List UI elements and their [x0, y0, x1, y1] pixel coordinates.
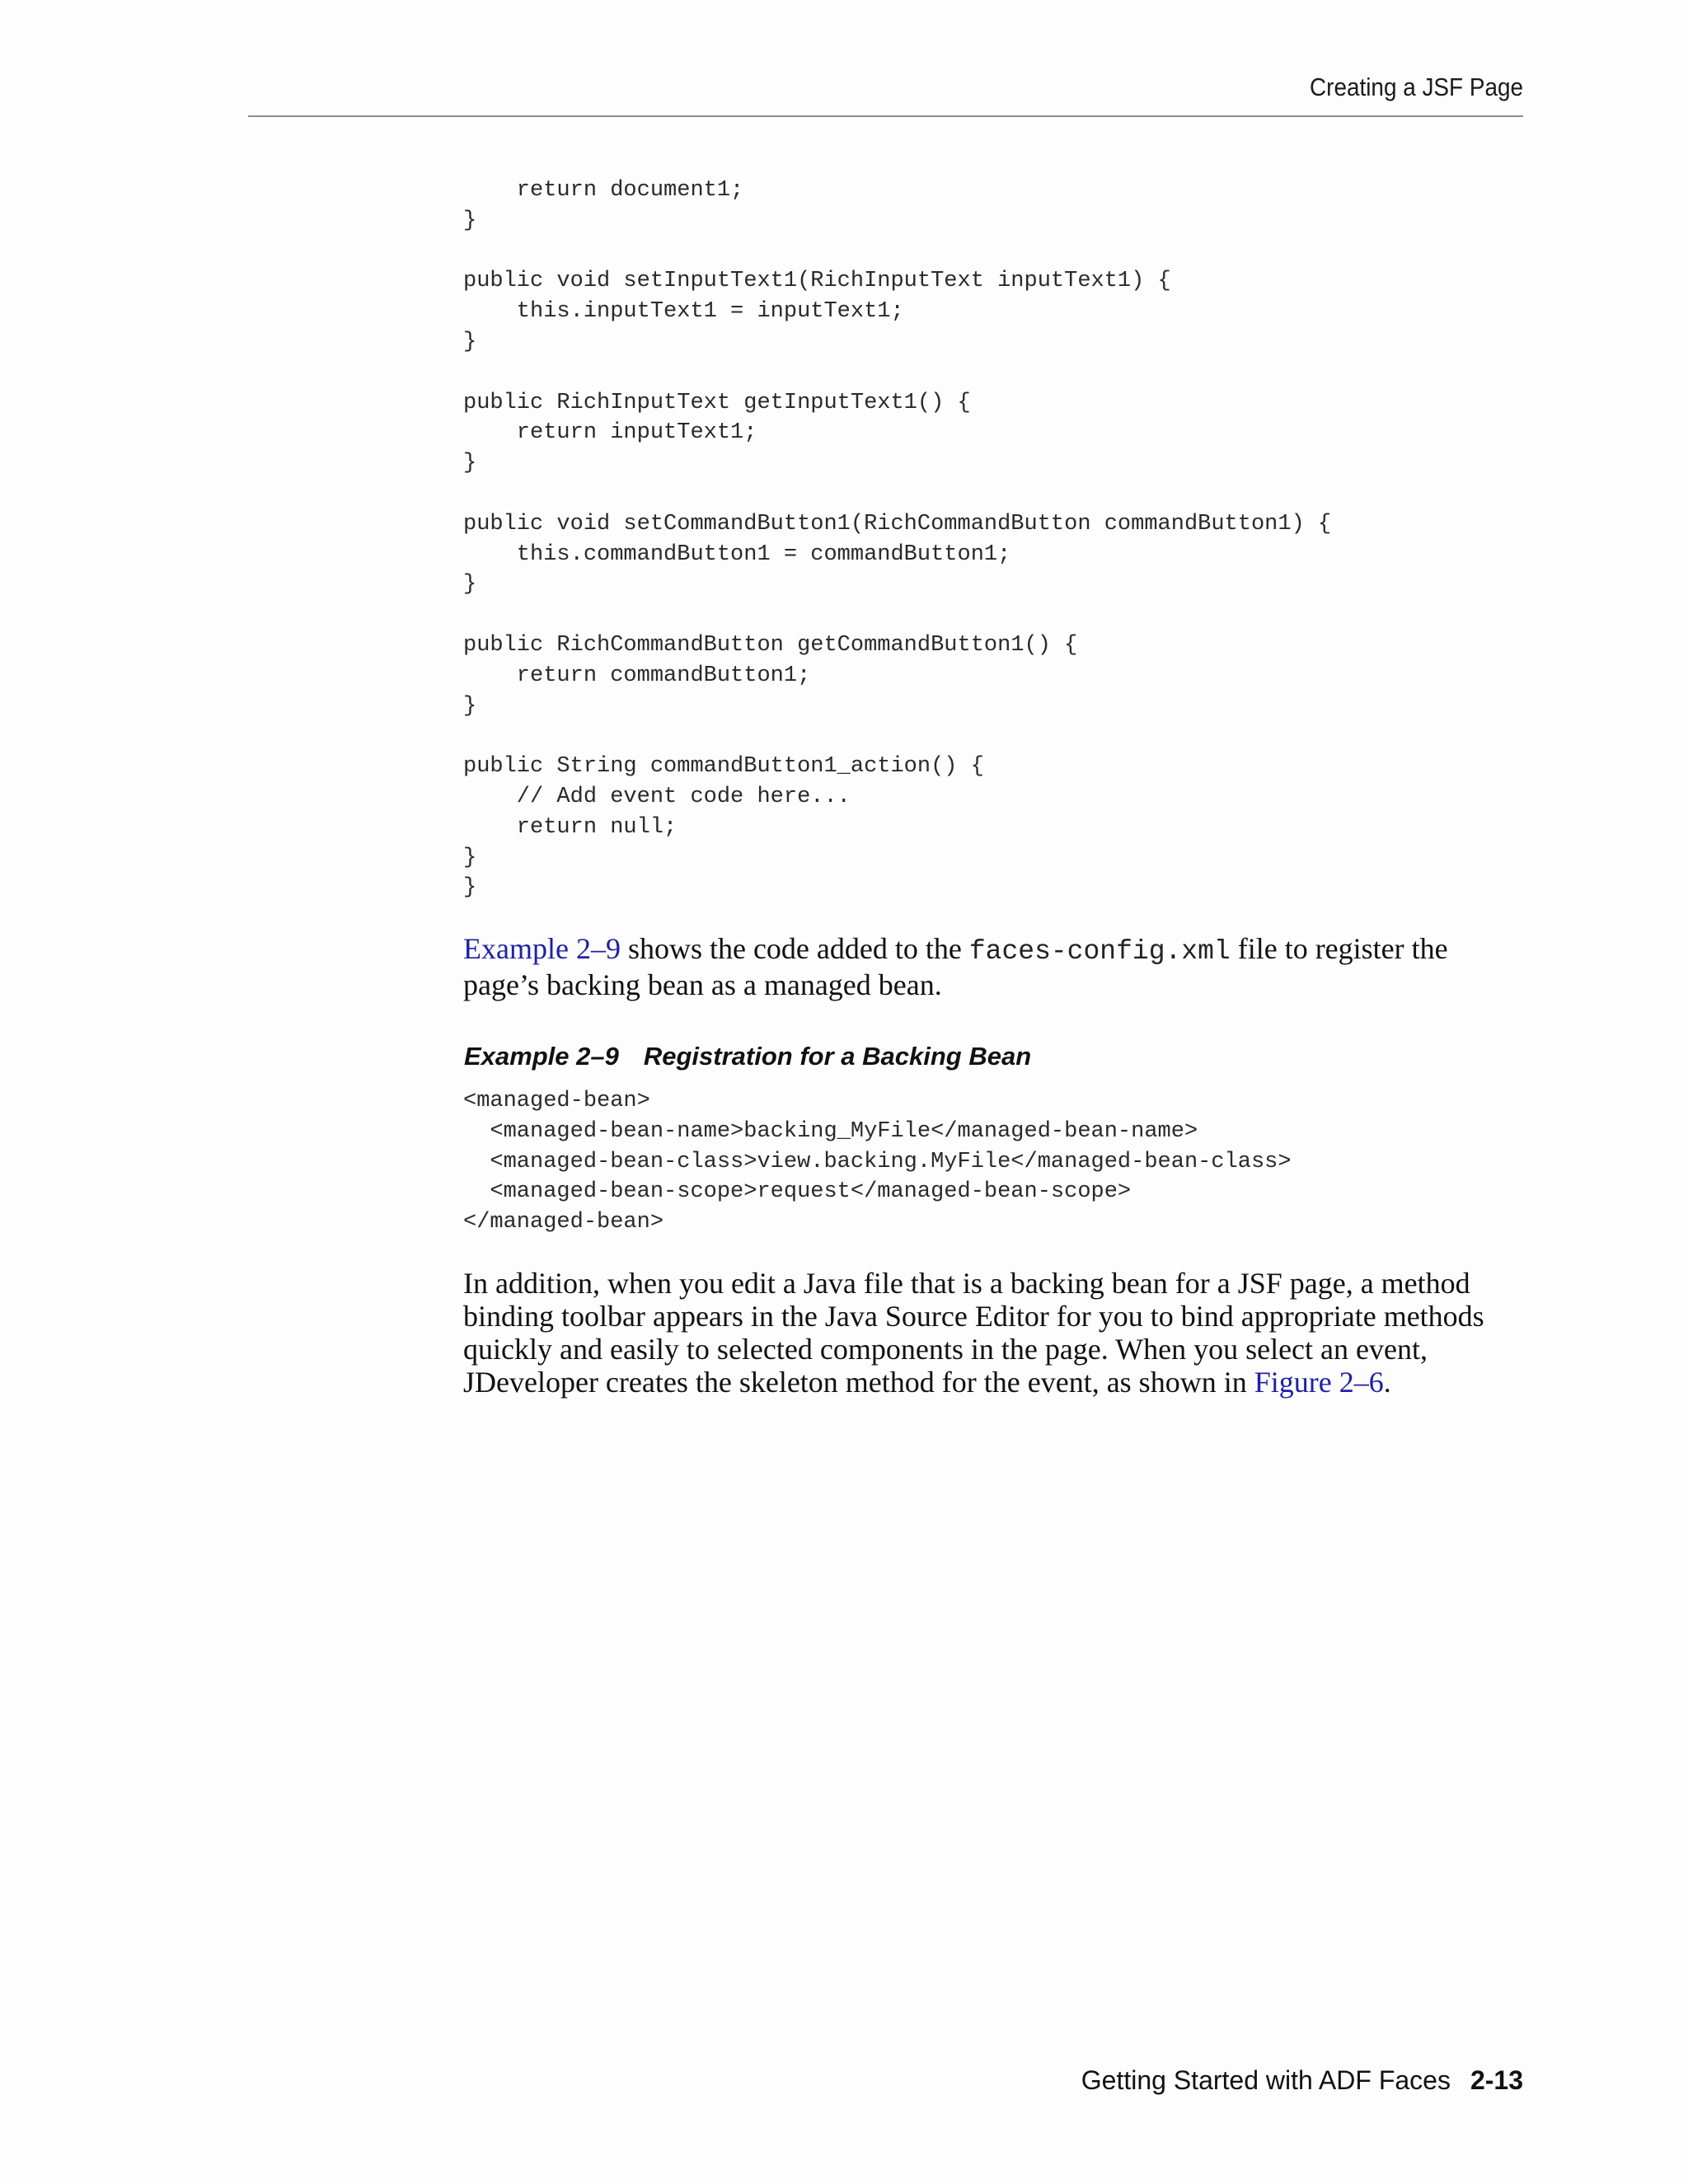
code-line: public void setInputText1(RichInputText inputText1) {	[463, 269, 1171, 294]
code-line: this.commandButton1 = commandButton1;	[463, 541, 1011, 567]
code-line: }	[463, 693, 477, 719]
code-line: }	[463, 208, 477, 233]
paragraph-line	[463, 1366, 1526, 1399]
code-line: public RichInputText getInputText1() {	[463, 390, 971, 415]
code-line	[463, 358, 1331, 388]
running-footer	[907, 2065, 1523, 2096]
code-line: }	[463, 451, 477, 476]
code-line: // Add event code here...	[463, 784, 851, 809]
code-line: <managed-bean-class>view.backing.MyFile</managed-bean-class>	[463, 1149, 1292, 1174]
code-line	[463, 721, 1331, 752]
paragraph-line: binding toolbar appears in the Java Source Editor for you to bind appropriate methods	[463, 1300, 1484, 1333]
code-line	[463, 600, 1331, 630]
code-line: <managed-bean-scope>request</managed-bean-scope>	[463, 1179, 1132, 1205]
code-line: </managed-bean>	[463, 1210, 664, 1235]
code-line: <managed-bean-name>backing_MyFile</managed-bean-name>	[463, 1118, 1198, 1144]
faces-config-filename: faces-config.xml	[968, 936, 1231, 967]
example-caption	[464, 1042, 1031, 1071]
code-line: public void setCommandButton1(RichCommandButton commandButton1) {	[463, 511, 1332, 537]
code-line: }	[463, 329, 477, 354]
code-line: return null;	[463, 814, 678, 840]
paragraph-line: In addition, when you edit a Java file that is a backing bean for a JSF page, a method	[463, 1267, 1470, 1300]
paragraph-text: JDeveloper creates the skeleton method for the event, as shown in	[463, 1366, 1254, 1399]
paragraph-example-reference	[463, 932, 1526, 1001]
code-listing-continued	[463, 176, 1331, 903]
code-line: }	[463, 845, 477, 870]
code-line: return inputText1;	[463, 420, 757, 446]
code-line: this.inputText1 = inputText1;	[463, 299, 904, 325]
paragraph-method-binding	[463, 1267, 1526, 1399]
footer-book-title: Getting Started with ADF Faces	[1081, 2065, 1451, 2095]
paragraph-line	[463, 932, 1526, 968]
code-line	[463, 479, 1331, 509]
example-2-9-link[interactable]: Example 2–9	[463, 932, 621, 965]
paragraph-line: page’s backing bean as a managed bean.	[463, 968, 942, 1001]
code-line: public RichCommandButton getCommandButton1() {	[463, 632, 1078, 658]
paragraph-line: quickly and easily to selected components in the page. When you select an event,	[463, 1333, 1428, 1366]
paragraph-text: .	[1383, 1366, 1391, 1399]
code-line-closing-brace: }	[463, 875, 477, 901]
code-line: return document1;	[463, 178, 744, 203]
code-line	[463, 237, 1331, 267]
xml-code-listing	[463, 1086, 1292, 1238]
paragraph-text: file to register the	[1230, 932, 1448, 965]
code-line: public String commandButton1_action() {	[463, 754, 984, 780]
code-line: <managed-bean>	[463, 1089, 650, 1113]
code-line: return commandButton1;	[463, 663, 811, 688]
page-number: 2-13	[1470, 2065, 1523, 2095]
paragraph-text: shows the code added to the	[620, 932, 969, 965]
running-header: Creating a JSF Page	[1310, 73, 1523, 101]
header-divider	[248, 115, 1523, 117]
code-line: }	[463, 572, 477, 598]
figure-2-6-link[interactable]: Figure 2–6	[1254, 1366, 1384, 1399]
example-label: Example 2–9	[464, 1042, 619, 1071]
example-title: Registration for a Backing Bean	[643, 1042, 1032, 1071]
